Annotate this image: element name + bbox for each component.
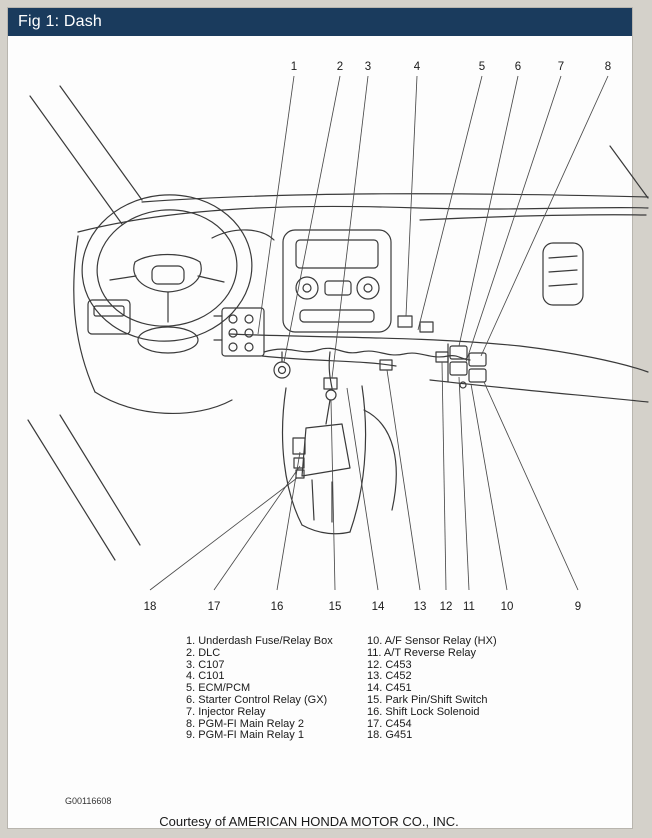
legend-item: 4. C101 bbox=[186, 670, 225, 683]
callout-number: 4 bbox=[413, 61, 421, 73]
side-vent bbox=[543, 243, 583, 305]
callout-number: 8 bbox=[604, 61, 612, 73]
callout-number: 18 bbox=[143, 601, 157, 613]
wiring-harness bbox=[264, 348, 470, 388]
legend-item: 2. DLC bbox=[186, 646, 221, 659]
courtesy-note: Courtesy of AMERICAN HONDA MOTOR CO., INC. bbox=[159, 814, 459, 829]
legend-item: 9. PGM-FI Main Relay 1 bbox=[186, 729, 304, 742]
windshield-pillars bbox=[30, 86, 648, 224]
legend-item: 13. C452 bbox=[367, 670, 412, 683]
center-stack bbox=[283, 230, 391, 332]
legend-item: 7. Injector Relay bbox=[186, 705, 266, 718]
steering-hub bbox=[110, 255, 224, 354]
legend-item: 17. C454 bbox=[367, 717, 412, 730]
dlc-connector bbox=[274, 352, 290, 378]
callout-number: 5 bbox=[478, 61, 486, 73]
legend-item: 6. Starter Control Relay (GX) bbox=[186, 693, 328, 706]
left-switch-panel bbox=[88, 300, 130, 334]
figure-id: G00116608 bbox=[65, 796, 112, 806]
callout-number: 13 bbox=[413, 601, 427, 613]
callout-number: 12 bbox=[439, 601, 453, 613]
legend-item: 11. A/T Reverse Relay bbox=[367, 646, 477, 659]
center-console-shifter bbox=[283, 386, 397, 534]
callout-number: 6 bbox=[514, 61, 522, 73]
callout-number: 2 bbox=[336, 61, 344, 73]
legend-item: 15. Park Pin/Shift Switch bbox=[367, 693, 488, 706]
callout-number: 15 bbox=[328, 601, 342, 613]
steering-wheel bbox=[75, 187, 259, 350]
callout-number: 14 bbox=[371, 601, 385, 613]
figure-title: Fig 1: Dash bbox=[18, 13, 103, 30]
relay-cluster bbox=[448, 344, 486, 388]
underdash-fuse-relay-box bbox=[214, 308, 264, 356]
legend-item: 16. Shift Lock Solenoid bbox=[367, 705, 480, 718]
legend-item: 14. C451 bbox=[367, 682, 412, 695]
callout-number: 9 bbox=[574, 601, 582, 613]
legend-item: 10. A/F Sensor Relay (HX) bbox=[367, 635, 497, 647]
callout-number: 16 bbox=[270, 601, 284, 613]
door-lines bbox=[28, 415, 140, 560]
callout-number: 1 bbox=[290, 61, 298, 73]
callout-lines-bottom bbox=[150, 362, 578, 590]
callout-number: 11 bbox=[463, 601, 475, 613]
callout-lines-top bbox=[258, 76, 608, 378]
legend-item: 12. C453 bbox=[367, 658, 412, 671]
harness-connectors bbox=[324, 316, 448, 389]
legend-item: 3. C107 bbox=[186, 658, 225, 671]
callout-numbers-top bbox=[291, 61, 611, 73]
legend-item: 1. Underdash Fuse/Relay Box bbox=[186, 635, 333, 647]
callout-number: 3 bbox=[364, 61, 372, 73]
callout-numbers-bottom bbox=[144, 601, 582, 613]
callout-number: 7 bbox=[557, 61, 565, 73]
callout-number: 10 bbox=[500, 601, 514, 613]
legend-item: 18. G451 bbox=[367, 729, 413, 742]
callout-number: 17 bbox=[207, 601, 221, 613]
legend-item: 5. ECM/PCM bbox=[186, 682, 251, 695]
legend-item: 8. PGM-FI Main Relay 2 bbox=[186, 717, 304, 730]
